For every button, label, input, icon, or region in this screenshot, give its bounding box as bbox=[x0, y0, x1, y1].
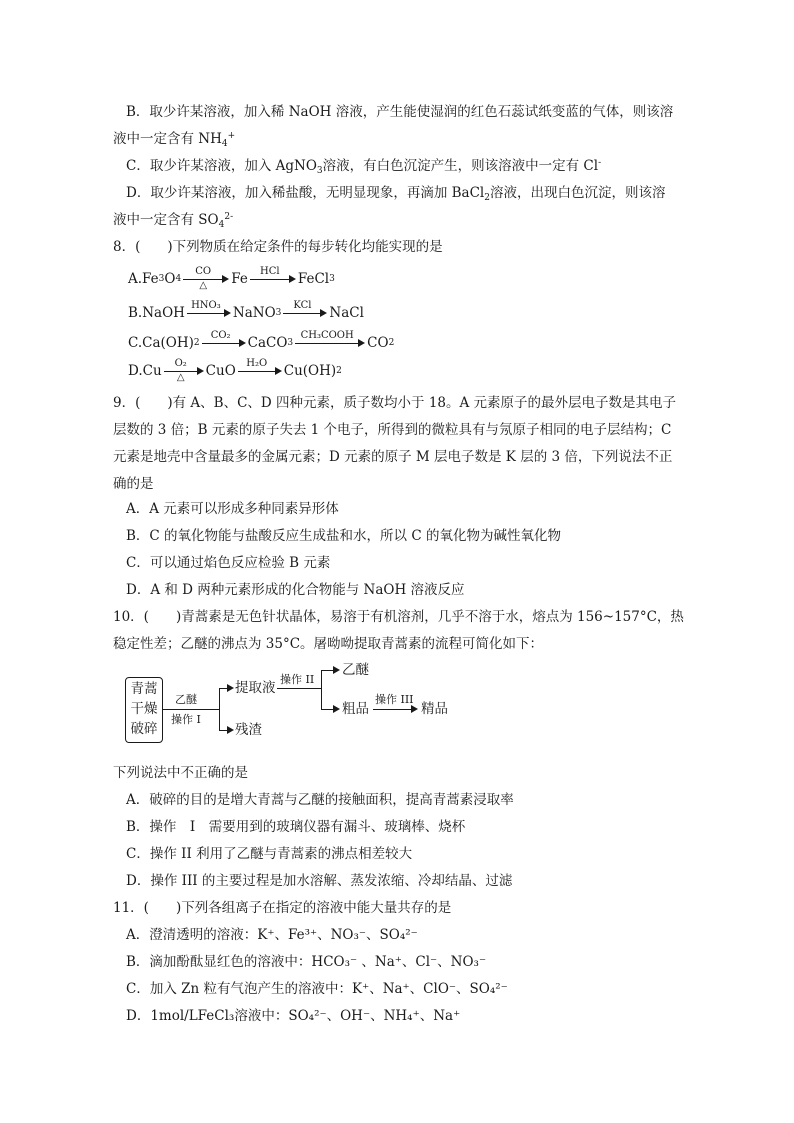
q10-flow-split-2 bbox=[321, 670, 322, 709]
q11-option-b bbox=[126, 953, 486, 971]
q10-flow-op2-label: 操作 II bbox=[280, 673, 315, 686]
q11-option-d-text: D．1mol/LFeCl₃溶液中：SO₄²⁻、OH⁻、NH₄⁺、Na⁺ bbox=[126, 1008, 461, 1024]
q10-flow-split-1 bbox=[219, 688, 220, 730]
q11-option-c bbox=[126, 980, 508, 998]
q7-option-c-post: 溶液，有白色沉淀产生，则该溶液中一定有 Cl bbox=[322, 158, 599, 174]
q9-option-b bbox=[126, 527, 561, 545]
q7-option-b-line1 bbox=[126, 103, 673, 121]
q10-option-c bbox=[126, 845, 412, 863]
q10-question bbox=[113, 764, 248, 782]
q10-flow-arrowhead-extract bbox=[227, 684, 234, 692]
q10-flow-refined: 精品 bbox=[421, 701, 448, 717]
q7-option-d-pre2: 液中一定含有 SO bbox=[113, 212, 219, 228]
q8-b-mid: NaNO bbox=[232, 305, 276, 321]
q8-c-mid: CaCO bbox=[247, 335, 288, 351]
q7-option-d-line2 bbox=[113, 211, 233, 229]
q8-b-arrow1 bbox=[187, 300, 231, 322]
q10-option-b bbox=[126, 818, 465, 836]
q8-b-arrow2-top: KCl bbox=[293, 300, 312, 311]
q8-b-arrow2 bbox=[283, 300, 327, 322]
q9-stem-line3 bbox=[113, 448, 672, 466]
q8-d-arrow2 bbox=[238, 358, 282, 380]
q9-option-d bbox=[126, 581, 465, 599]
q8-d-mid: CuO bbox=[205, 363, 236, 379]
q11-stem bbox=[113, 899, 451, 917]
q10-flow-arrowhead-ether bbox=[333, 666, 340, 674]
q7-option-c-sup: - bbox=[598, 158, 602, 168]
q8-c-end: CO bbox=[367, 335, 389, 351]
q8-c-arrow1-top: CO₂ bbox=[210, 330, 231, 341]
q9-option-c bbox=[126, 554, 330, 572]
q10-flow-extract: 提取液 bbox=[235, 680, 276, 696]
q9-stem-text4: 确的是 bbox=[113, 476, 154, 492]
q7-option-d-post: 溶液，出现白色沉淀，则该溶 bbox=[489, 185, 666, 201]
q7-option-c-pre: C．取少许某溶液，加入 AgNO bbox=[126, 158, 317, 174]
q10-option-a-text: A．破碎的目的是增大青蒿与乙醚的接触面积，提高青蒿素浸取率 bbox=[126, 792, 514, 808]
q10-question-text: 下列说法中不正确的是 bbox=[113, 765, 248, 781]
q9-option-b-text: B．C 的氧化物能与盐酸反应生成盐和水，所以 C 的氧化物为碱性氧化物 bbox=[126, 528, 561, 544]
q10-stem-text2: 稳定性差；乙醚的沸点为 35°C。屠呦呦提取青蒿素的流程可简化如下： bbox=[113, 636, 544, 652]
q11-option-a-text: A．澄清透明的溶液：K⁺、Fe³⁺、NO₃⁻、SO₄²⁻ bbox=[126, 927, 418, 943]
q10-flow-line-main bbox=[163, 709, 219, 710]
q9-option-d-text: D．A 和 D 两种元素形成的化合物能与 NaOH 溶液反应 bbox=[126, 582, 465, 598]
q9-stem-line1 bbox=[113, 394, 676, 412]
q10-flow-diagram bbox=[125, 662, 465, 742]
q10-option-d-text: D．操作 III 的主要过程是加水溶解、蒸发浓缩、冷却结晶、过滤 bbox=[126, 873, 513, 889]
q9-stem-text1: 9．( )有 A、B、C、D 四种元素，质子数均小于 18。A 元素原子的最外层电子数是其电子 bbox=[113, 395, 677, 411]
q8-a-start-mid: O bbox=[164, 271, 176, 287]
q10-option-c-text: C．操作 II 利用了乙醚与青蒿素的沸点相差较大 bbox=[126, 846, 413, 862]
q10-flow-box-line3: 破碎 bbox=[130, 721, 158, 737]
q8-option-b: B.NaOH HNO₃ NaNO 3 KCl NaCl bbox=[128, 300, 364, 321]
q9-option-c-text: C．可以通过焰色反应检验 B 元素 bbox=[126, 555, 331, 571]
q10-flow-residue: 残渣 bbox=[235, 722, 262, 738]
q9-stem-line2 bbox=[113, 421, 671, 439]
q8-c-arrow1 bbox=[202, 330, 246, 352]
q8-b-end: NaCl bbox=[329, 305, 364, 321]
q8-a-arrow2 bbox=[250, 266, 296, 288]
q10-option-a bbox=[126, 791, 514, 809]
q11-option-a bbox=[126, 926, 418, 944]
q7-option-d-pre: D．取少许某溶液，加入稀盐酸，无明显现象，再滴加 BaCl bbox=[126, 185, 485, 201]
q8-stem-text: 8．( )下列物质在给定条件的每步转化均能实现的是 bbox=[113, 239, 443, 255]
q8-a-mid: Fe bbox=[231, 271, 248, 287]
q10-flow-line-extract bbox=[277, 688, 321, 689]
q7-option-b-sub: 4 bbox=[221, 139, 228, 149]
q8-c-start: C.Ca(OH) bbox=[128, 335, 194, 351]
q8-d-arrow1-top: O₂ bbox=[174, 358, 187, 369]
q8-a-start: A.Fe bbox=[128, 271, 159, 287]
q8-c-arrow2 bbox=[295, 330, 365, 352]
q8-option-a: A.Fe 3 O 4 CO △ Fe HCl FeCl 3 bbox=[128, 266, 335, 291]
q8-c-arrow2-top: CH₃COOH bbox=[300, 330, 354, 341]
q10-option-b-text: B．操作 I 需要用到的玻璃仪器有漏斗、玻璃棒、烧杯 bbox=[126, 819, 466, 835]
q7-option-d-sub: 2 bbox=[484, 193, 490, 203]
q10-flow-box-line1: 青蒿 bbox=[130, 681, 158, 697]
q10-flow-arrowhead-crude bbox=[333, 705, 340, 713]
q11-option-d bbox=[126, 1007, 460, 1025]
q10-flow-ether: 乙醚 bbox=[342, 662, 369, 678]
q7-option-d-line1 bbox=[126, 184, 665, 202]
q8-d-arrow2-top: H₂O bbox=[246, 358, 268, 369]
q8-a-arrow1-bottom: △ bbox=[199, 280, 208, 291]
q8-a-end: FeCl bbox=[297, 271, 330, 287]
q10-stem-line1 bbox=[113, 608, 684, 626]
q8-d-start: D.Cu bbox=[128, 363, 162, 379]
q9-option-a-text: A．A 元素可以形成多种同素异形体 bbox=[126, 501, 339, 517]
q10-flow-crude: 粗品 bbox=[342, 701, 369, 717]
q8-d-arrow1-bottom: △ bbox=[176, 372, 185, 383]
q7-option-b-sup: + bbox=[227, 131, 236, 141]
q8-b-arrow1-top: HNO₃ bbox=[191, 300, 221, 311]
q9-stem-text2: 层数的 3 倍；B 元素的原子失去 1 个电子，所得到的微粒具有与氖原子相同的电子层结构；C bbox=[113, 422, 672, 438]
q7-option-b-line2 bbox=[113, 130, 235, 148]
q9-stem-text3: 元素是地壳中含量最多的金属元素；D 元素的原子 M 层电子数是 K 层的 3 倍，下列说法不正 bbox=[113, 449, 673, 465]
q10-stem-text1: 10．( )青蒿素是无色针状晶体，易溶于有机溶剂，几乎不溶于水，熔点为 156~157°C，热 bbox=[113, 609, 684, 625]
q8-option-c: C.Ca(OH) 2 CO₂ CaCO 3 CH₃COOH CO 2 bbox=[128, 330, 395, 351]
q11-stem-text: 11．( )下列各组离子在指定的溶液中能大量共存的是 bbox=[113, 900, 452, 916]
q7-option-c bbox=[126, 157, 601, 175]
q10-stem-line2 bbox=[113, 635, 543, 653]
q11-option-c-text: C．加入 Zn 粒有气泡产生的溶液中：K⁺、Na⁺、ClO⁻、SO₄²⁻ bbox=[126, 981, 508, 997]
q7-option-d-sup2: 2- bbox=[224, 212, 234, 222]
q8-option-d: D.Cu O₂ △ CuO H₂O Cu(OH) 2 bbox=[128, 358, 342, 383]
q8-stem bbox=[113, 238, 443, 256]
q7-option-b-text2: 液中一定含有 NH bbox=[113, 131, 222, 147]
q10-flow-op1-label: 操作 I bbox=[171, 713, 201, 726]
q11-option-b-text: B．滴加酚酞显红色的溶液中：HCO₃⁻ 、Na⁺、Cl⁻、NO₃⁻ bbox=[126, 954, 487, 970]
q8-a-arrow1 bbox=[183, 266, 229, 291]
q10-flow-solvent-label: 乙醚 bbox=[175, 693, 197, 706]
q10-option-d bbox=[126, 872, 512, 890]
q8-d-arrow1 bbox=[164, 358, 204, 383]
q9-option-a bbox=[126, 500, 339, 518]
q8-a-arrow1-top: CO bbox=[195, 266, 212, 277]
q10-flow-op3-label: 操作 III bbox=[375, 693, 414, 706]
q9-stem-line4 bbox=[113, 475, 154, 493]
q8-b-start: B.NaOH bbox=[128, 305, 185, 321]
q10-flow-start-box bbox=[125, 677, 163, 743]
q7-option-b-text1: B．取少许某溶液，加入稀 NaOH 溶液，产生能使湿润的红色石蕊试纸变蓝的气体，则该溶 bbox=[126, 104, 674, 120]
q8-d-end: Cu(OH) bbox=[283, 363, 337, 379]
q7-option-c-sub: 3 bbox=[316, 166, 323, 176]
q10-flow-box-line2: 干燥 bbox=[130, 701, 158, 717]
q8-a-arrow2-top: HCl bbox=[260, 266, 280, 277]
q7-option-d-sub2: 4 bbox=[218, 220, 225, 230]
q10-flow-arrowhead-residue bbox=[227, 726, 234, 734]
q10-flow-line-op3 bbox=[373, 709, 413, 710]
